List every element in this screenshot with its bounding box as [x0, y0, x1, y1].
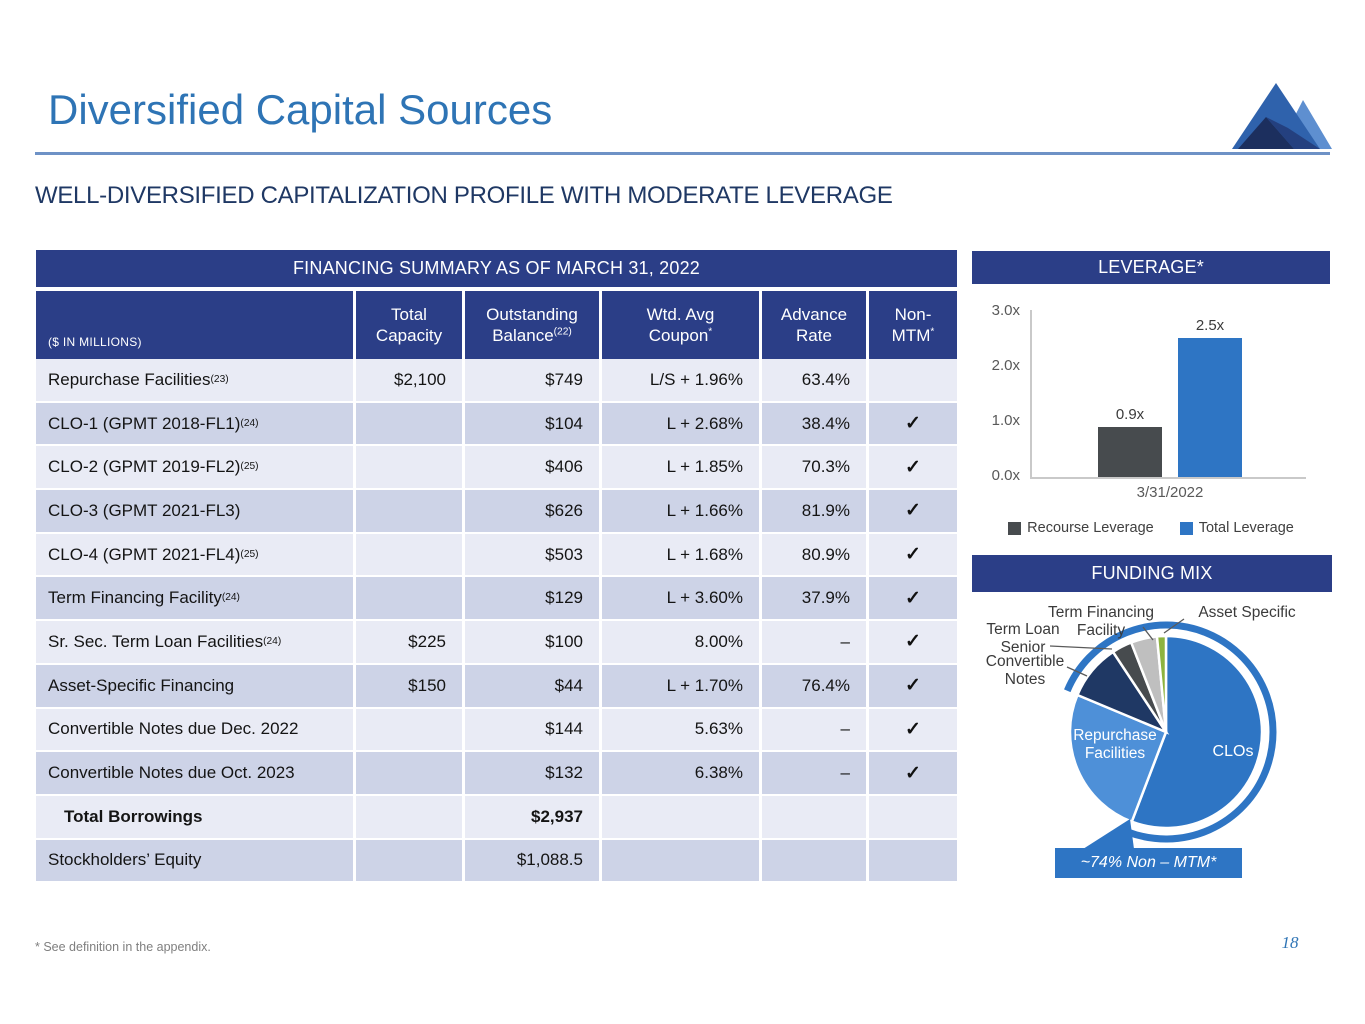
column-header: Advance Rate: [762, 291, 869, 359]
cell-outstanding-balance: $129: [465, 577, 602, 619]
x-axis-category: 3/31/2022: [1136, 484, 1204, 501]
leverage-bar-chart: [972, 290, 1330, 552]
page-number: 18: [1281, 933, 1299, 952]
column-header: Outstanding Balance$^{(22)}$: [465, 291, 602, 359]
cell-total-capacity: [356, 403, 465, 445]
y-tick: 1.0x: [991, 412, 1020, 429]
page-title: Diversified Capital Sources: [48, 86, 553, 133]
cell-total-capacity: [356, 577, 465, 619]
cell-total-capacity: $225: [356, 621, 465, 663]
row-label: CLO-3 (GPMT 2021-FL3): [36, 490, 356, 532]
leverage-chart-title: LEVERAGE*: [972, 251, 1330, 284]
cell-outstanding-balance: $749: [465, 359, 602, 401]
cell-advance-rate: –: [762, 752, 869, 794]
cell-total-capacity: [356, 796, 465, 838]
financing-table-body: [36, 359, 957, 883]
cell-advance-rate: –: [762, 621, 869, 663]
cell-outstanding-balance: $144: [465, 709, 602, 751]
cell-wtd-avg-coupon: 6.38%: [602, 752, 762, 794]
callout-pointer: [1083, 819, 1134, 849]
cell-non-mtm: [869, 403, 957, 445]
table-row: [36, 840, 957, 884]
company-logo-mountains-icon: [1232, 83, 1332, 149]
checkmark-icon: ✓: [905, 631, 921, 653]
table-row: [36, 665, 957, 709]
checkmark-icon: ✓: [905, 718, 921, 740]
cell-outstanding-balance: $100: [465, 621, 602, 663]
cell-outstanding-balance: $2,937: [465, 796, 602, 838]
checkmark-icon: ✓: [905, 456, 921, 478]
cell-outstanding-balance: $44: [465, 665, 602, 707]
cell-total-capacity: $2,100: [356, 359, 465, 401]
cell-wtd-avg-coupon: L + 1.85%: [602, 446, 762, 488]
row-label: Repurchase Facilities (23): [36, 359, 356, 401]
row-label: CLO-4 (GPMT 2021-FL4) (25): [36, 534, 356, 576]
leverage-legend: [972, 520, 1330, 536]
cell-outstanding-balance: $626: [465, 490, 602, 532]
cell-total-capacity: [356, 709, 465, 751]
checkmark-icon: ✓: [905, 500, 921, 522]
column-header: Non- MTM*: [869, 291, 957, 359]
pie-label-asset-specific: Asset Specific: [1198, 604, 1296, 621]
cell-advance-rate: 76.4%: [762, 665, 869, 707]
row-label: Stockholders’ Equity: [36, 840, 356, 882]
cell-outstanding-balance: $104: [465, 403, 602, 445]
row-label: Convertible Notes due Oct. 2023: [36, 752, 356, 794]
checkmark-icon: ✓: [905, 413, 921, 435]
cell-total-capacity: [356, 446, 465, 488]
column-header: Wtd. Avg Coupon*: [602, 291, 762, 359]
legend-item-recourse: [1008, 520, 1154, 536]
total-leverage-bar: [1178, 338, 1242, 477]
cell-advance-rate: 38.4%: [762, 403, 869, 445]
y-axis-line: [1030, 310, 1032, 477]
title-divider: [35, 152, 1330, 155]
cell-advance-rate: [762, 840, 869, 882]
cell-non-mtm: [869, 796, 957, 838]
cell-total-capacity: [356, 840, 465, 882]
funding-mix-title: FUNDING MIX: [972, 555, 1332, 592]
non-mtm-callout: ~74% Non – MTM*: [1055, 848, 1242, 878]
cell-total-capacity: [356, 752, 465, 794]
table-row: [36, 403, 957, 447]
financing-table-title: FINANCING SUMMARY AS OF MARCH 31, 2022: [36, 250, 957, 287]
cell-non-mtm: [869, 534, 957, 576]
cell-non-mtm: [869, 490, 957, 532]
cell-non-mtm: [869, 709, 957, 751]
cell-total-capacity: $150: [356, 665, 465, 707]
units-label: ($ IN MILLIONS): [36, 291, 356, 359]
y-tick: 0.0x: [991, 467, 1020, 484]
cell-wtd-avg-coupon: L + 2.68%: [602, 403, 762, 445]
footnote: * See definition in the appendix.: [35, 940, 211, 954]
checkmark-icon: ✓: [905, 544, 921, 566]
table-row: [36, 534, 957, 578]
cell-total-capacity: [356, 534, 465, 576]
cell-wtd-avg-coupon: L + 1.70%: [602, 665, 762, 707]
cell-non-mtm: [869, 665, 957, 707]
table-row: [36, 752, 957, 796]
cell-wtd-avg-coupon: L + 3.60%: [602, 577, 762, 619]
pie-label-repurchase-facilities: Repurchase Facilities: [1073, 727, 1157, 762]
y-tick: 2.0x: [991, 357, 1020, 374]
cell-non-mtm: [869, 446, 957, 488]
pie-label-senior-term-loan: Term Loan Senior: [986, 621, 1060, 656]
cell-advance-rate: 80.9%: [762, 534, 869, 576]
cell-non-mtm: [869, 577, 957, 619]
cell-outstanding-balance: $406: [465, 446, 602, 488]
y-tick: 3.0x: [991, 302, 1020, 319]
cell-wtd-avg-coupon: [602, 796, 762, 838]
slide-subtitle: WELL-DIVERSIFIED CAPITALIZATION PROFILE WITH MODERATE LEVERAGE: [35, 182, 893, 209]
table-row: [36, 577, 957, 621]
cell-advance-rate: 37.9%: [762, 577, 869, 619]
recourse-leverage-bar: [1098, 427, 1162, 477]
cell-advance-rate: 63.4%: [762, 359, 869, 401]
cell-total-capacity: [356, 490, 465, 532]
recourse-leverage-value: 0.9x: [1115, 405, 1145, 423]
cell-wtd-avg-coupon: 5.63%: [602, 709, 762, 751]
cell-advance-rate: 70.3%: [762, 446, 869, 488]
row-label: CLO-1 (GPMT 2018-FL1) (24): [36, 403, 356, 445]
checkmark-icon: ✓: [905, 587, 921, 609]
table-row: [36, 490, 957, 534]
pie-label-clos: CLOs: [1212, 743, 1254, 760]
row-label: Sr. Sec. Term Loan Facilities (24): [36, 621, 356, 663]
cell-non-mtm: [869, 621, 957, 663]
row-label: Total Borrowings: [36, 796, 356, 838]
cell-advance-rate: [762, 796, 869, 838]
row-label: CLO-2 (GPMT 2019-FL2) (25): [36, 446, 356, 488]
cell-wtd-avg-coupon: 8.00%: [602, 621, 762, 663]
legend-label-total: Total Leverage: [1198, 520, 1294, 536]
cell-non-mtm: [869, 840, 957, 882]
legend-swatch-total: [1180, 522, 1193, 535]
row-label: Term Financing Facility (24): [36, 577, 356, 619]
cell-outstanding-balance: $503: [465, 534, 602, 576]
cell-wtd-avg-coupon: L + 1.68%: [602, 534, 762, 576]
financing-summary-table: [36, 250, 957, 883]
cell-advance-rate: 81.9%: [762, 490, 869, 532]
cell-wtd-avg-coupon: L/S + 1.96%: [602, 359, 762, 401]
row-label: Asset-Specific Financing: [36, 665, 356, 707]
cell-wtd-avg-coupon: L + 1.66%: [602, 490, 762, 532]
financing-table-header: [36, 291, 957, 359]
pie-label-convertible-notes: Convertible Notes: [985, 653, 1065, 688]
x-axis-line: [1030, 477, 1306, 479]
cell-outstanding-balance: $132: [465, 752, 602, 794]
cell-wtd-avg-coupon: [602, 840, 762, 882]
table-row: [36, 709, 957, 753]
cell-non-mtm: [869, 752, 957, 794]
table-row: [36, 359, 957, 403]
total-leverage-value: 2.5x: [1195, 316, 1225, 334]
checkmark-icon: ✓: [905, 675, 921, 697]
row-label: Convertible Notes due Dec. 2022: [36, 709, 356, 751]
table-row: [36, 446, 957, 490]
cell-non-mtm: [869, 359, 957, 401]
cell-outstanding-balance: $1,088.5: [465, 840, 602, 882]
pie-label-term-financing-facility: Term Financing Facility: [1048, 604, 1154, 639]
cell-advance-rate: –: [762, 709, 869, 751]
checkmark-icon: ✓: [905, 762, 921, 784]
legend-item-total: [1180, 520, 1294, 536]
table-row: [36, 796, 957, 840]
table-row: [36, 621, 957, 665]
funding-mix-pie-chart: [965, 595, 1365, 900]
legend-label-recourse: Recourse Leverage: [1027, 520, 1154, 536]
column-header: Total Capacity: [356, 291, 465, 359]
legend-swatch-recourse: [1008, 522, 1021, 535]
